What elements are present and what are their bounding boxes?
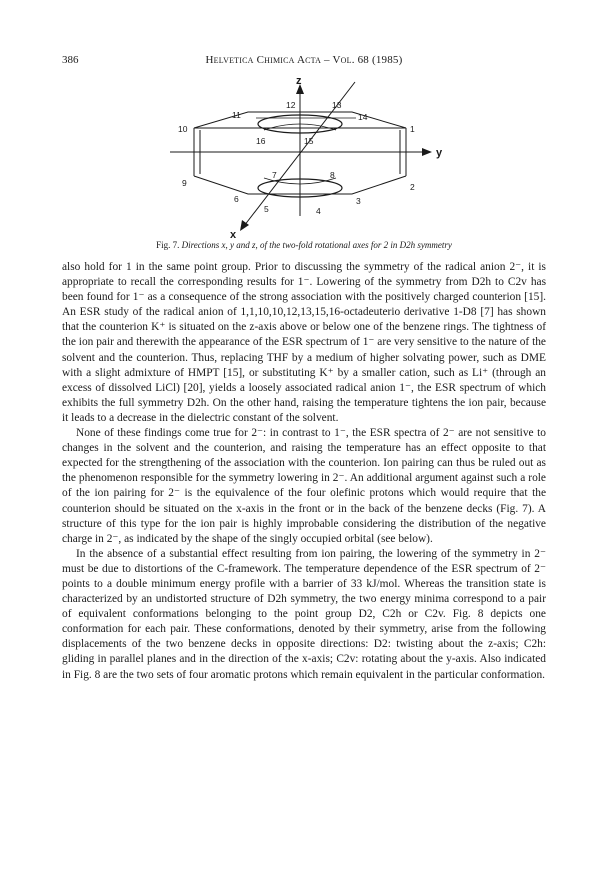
atom-label-6: 6	[234, 194, 239, 204]
paragraph-3: In the absence of a substantial effect resulting from ion pairing, the lowering of the symmetry in 2⁻ must be due to distortions of the C-framework. The temperature dependence of the ESR spectrum of 2⁻ points to a double minimum energy profile with a barrier of 33 kJ/mol. Whereas the transition state is characterized by an undistorted structure of D2h symmetry, the two energy minima correspond to a pair of equivalent conformations belonging to the point group D2, C2h or C2v. Fig. 8 depicts one conformation for each pair. These conformations, denoted by their symmetry, arise from the following displacements of the two benzene decks in opposite directions: D2: twisting about the z-axis; C2h: gliding in parallel planes and in the direction of the x-axis; C2v: rotating about the y-axis. Also indicated in Fig. 8 are the two sets of four aromatic protons which remain equivalent in the particular conformation.	[62, 547, 546, 681]
journal-title: Helvetica Chimica Acta – Vol. 68 (1985)	[205, 54, 403, 66]
figure-caption	[62, 240, 546, 250]
figure-7	[160, 75, 443, 241]
caption-prefix: Fig. 7.	[156, 240, 180, 250]
atom-label-4: 4	[316, 206, 321, 216]
atom-label-13: 13	[332, 100, 342, 110]
atom-label-10: 10	[178, 124, 188, 134]
atom-label-1: 1	[410, 124, 415, 134]
atom-label-11: 11	[232, 110, 241, 120]
atom-label-8: 8	[330, 170, 335, 180]
y-axis-label: y	[436, 147, 443, 159]
atom-label-5: 5	[264, 204, 269, 214]
atom-label-9: 9	[182, 178, 187, 188]
atom-label-16: 16	[256, 136, 266, 146]
page-number: 386	[62, 54, 79, 66]
atom-label-2: 2	[410, 182, 415, 192]
paragraph-2: None of these findings come true for 2⁻: in contrast to 1⁻, the ESR spectra of 2⁻ are not sensitive to changes in the solvent and the counterion, and raising the temperature has an effect opposite to that expected for the strengthening of the association with the counterion. Ion pairing can thus be ruled out as the phenomenon responsible for the symmetry lowering in 2⁻. An additional argument against such a role of the ion pairing for 2⁻ is the equivalence of the four olefinic protons which would require that the counterion should be situated on the x-axis in the front or in the back of the benzene decks (Fig. 7). A structure of this type for the ion pair is highly improbable considering the distribution of the negative charge in 2⁻, as indicated by the shape of the singly occupied orbital (see below).	[62, 427, 546, 545]
atom-label-7: 7	[272, 170, 277, 180]
z-axis-label: z	[296, 75, 302, 87]
paragraph-1: also hold for 1 in the same point group. Prior to discussing the symmetry of the radical anion 2⁻, it is appropriate to recall the corresponding results for 1⁻. Lowering of the symmetry from D2h to C2v has been found for 1⁻ as a consequence of the strong association with the positively charged counterion [15]. An ESR study of the radical anion of 1,1,10,10,12,13,15,16-octadeuterio derivative 1-D8 [7] has shown that the counterion K⁺ is situated on the z-axis above or below one of the benzene rings. The tightness of the ion pair and therewith the appearance of the ESR spectrum of 1⁻ are very sensitive to the nature of the solvent and the counterion. Thus, replacing THF by a medium of higher solvating power, such as DME with a slight admixture of HMPT [15], or substituting K⁺ by a smaller cation, such as Li⁺ (through an excess of dissolved LiCl) [20], yields a loosely associated radical anion 1⁻, the ESR spectrum of which exhibits the full symmetry D2h. On the other hand, raising the temperature tightens the ion pair, because it leads to a decrease in the dielectric constant of the solvent.	[62, 261, 546, 424]
atom-label-3: 3	[356, 196, 361, 206]
atom-label-12: 12	[286, 100, 296, 110]
caption-text: Directions x, y and z, of the two-fold rotational axes for 2 in D2h symmetry	[181, 240, 452, 250]
atom-label-14: 14	[358, 112, 368, 122]
body-text	[62, 260, 546, 683]
y-arrowhead	[422, 148, 432, 156]
x-axis-label: x	[230, 229, 237, 241]
atom-label-15: 15	[304, 136, 314, 146]
page-header	[62, 54, 546, 70]
